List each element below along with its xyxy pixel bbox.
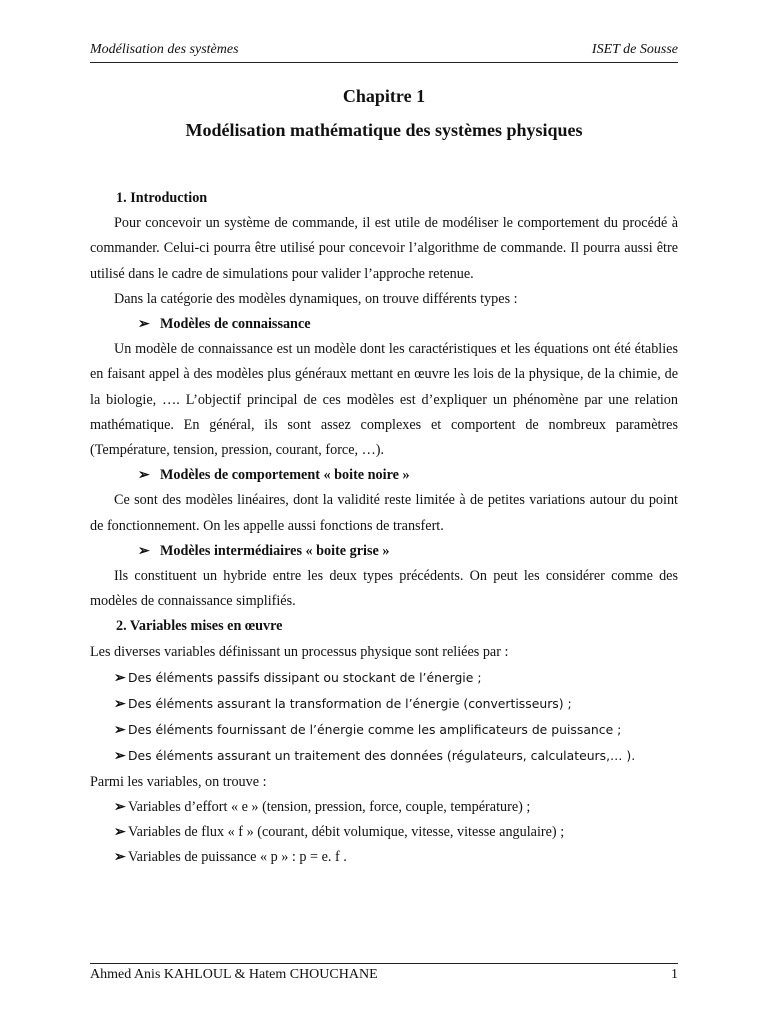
list-item: ➢ Des éléments fournissant de l’énergie comme les amplificateurs de puissance ; bbox=[90, 717, 678, 743]
types-paragraph: Dans la catégorie des modèles dynamiques, on trouve différents types : bbox=[114, 290, 518, 307]
subsection-heading-connaissance: ➢ Modèles de connaissance bbox=[90, 312, 678, 337]
subsection-heading-comportement: ➢ Modèles de comportement « boite noire » bbox=[90, 463, 678, 488]
running-header bbox=[90, 42, 678, 58]
arrow-bullet-icon: ➢ bbox=[114, 669, 126, 686]
section-heading-variables: 2. Variables mises en œuvre bbox=[116, 618, 283, 635]
footer-rule bbox=[90, 963, 678, 964]
arrow-bullet-icon: ➢ bbox=[138, 316, 150, 333]
list-item: ➢ Des éléments assurant la transformation de l’énergie (convertisseurs) ; bbox=[90, 691, 678, 717]
chapter-title: Modélisation mathématique des systèmes physiques bbox=[185, 120, 583, 140]
arrow-bullet-icon: ➢ bbox=[138, 542, 150, 559]
variables-intro-2: Parmi les variables, on trouve : bbox=[90, 773, 267, 790]
footer-authors: Ahmed Anis KAHLOUL & Hatem CHOUCHANE bbox=[90, 967, 378, 982]
comportement-paragraph: Ce sont des modèles linéaires, dont la validité reste limitée à de petites variations autour du point de fonctionnement. On les appelle aussi fonctions de transfert. bbox=[90, 492, 678, 534]
subsection-heading-intermediaires: ➢ Modèles intermédiaires « boite grise » bbox=[90, 539, 678, 564]
chapter-number: Chapitre 1 bbox=[342, 86, 426, 106]
list-item: ➢ Des éléments assurant un traitement des données (régulateurs, calculateurs,… ). bbox=[90, 743, 678, 769]
intro-paragraph: Pour concevoir un système de commande, il est utile de modéliser le comportement du procédé à commander. Celui-ci pourra être utilisé pour concevoir l’algorithme de commande. Il pourra aussi être utilisé dans le cadre de simulations pour valider l’approche retenue. bbox=[90, 215, 678, 282]
header-left: Modélisation des systèmes bbox=[90, 42, 239, 57]
header-right: ISET de Sousse bbox=[591, 42, 678, 57]
list-item: ➢ Variables d’effort « e » (tension, pression, force, couple, température) ; bbox=[90, 795, 678, 820]
header-rule bbox=[90, 62, 678, 63]
page-footer bbox=[90, 967, 678, 983]
list-item: ➢ Variables de puissance « p » : p = e. f . bbox=[90, 845, 678, 870]
section-heading-introduction: 1. Introduction bbox=[116, 190, 208, 206]
arrow-bullet-icon: ➢ bbox=[138, 467, 150, 484]
document-body bbox=[90, 186, 678, 870]
arrow-bullet-icon: ➢ bbox=[114, 696, 126, 713]
list-item: ➢ Des éléments passifs dissipant ou stockant de l’énergie ; bbox=[90, 665, 678, 691]
arrow-bullet-icon: ➢ bbox=[114, 748, 126, 765]
arrow-bullet-icon: ➢ bbox=[114, 824, 126, 841]
connaissance-paragraph: Un modèle de connaissance est un modèle dont les caractéristiques et les équations ont été établies en faisant appel à des modèles plus généraux mettant en œuvre les lois de la physique, de la chimie, de la biologie, …. L’objectif principal de ces modèles est d’expliquer un phénomène par une relation mathématique. En général, ils sont assez complexes et comportent de nombreux paramètres (Température, tension, pression, courant, force, …). bbox=[90, 341, 678, 459]
variables-intro: Les diverses variables définissant un processus physique sont reliées par : bbox=[90, 643, 509, 660]
arrow-bullet-icon: ➢ bbox=[114, 849, 126, 866]
intermediaires-paragraph: Ils constituent un hybride entre les deux types précédents. On peut les considérer comme des modèles de connaissance simplifiés. bbox=[90, 568, 678, 610]
list-item: ➢ Variables de flux « f » (courant, débit volumique, vitesse, vitesse angulaire) ; bbox=[90, 820, 678, 845]
arrow-bullet-icon: ➢ bbox=[114, 722, 126, 739]
page-number: 1 bbox=[671, 967, 678, 982]
arrow-bullet-icon: ➢ bbox=[114, 798, 126, 815]
